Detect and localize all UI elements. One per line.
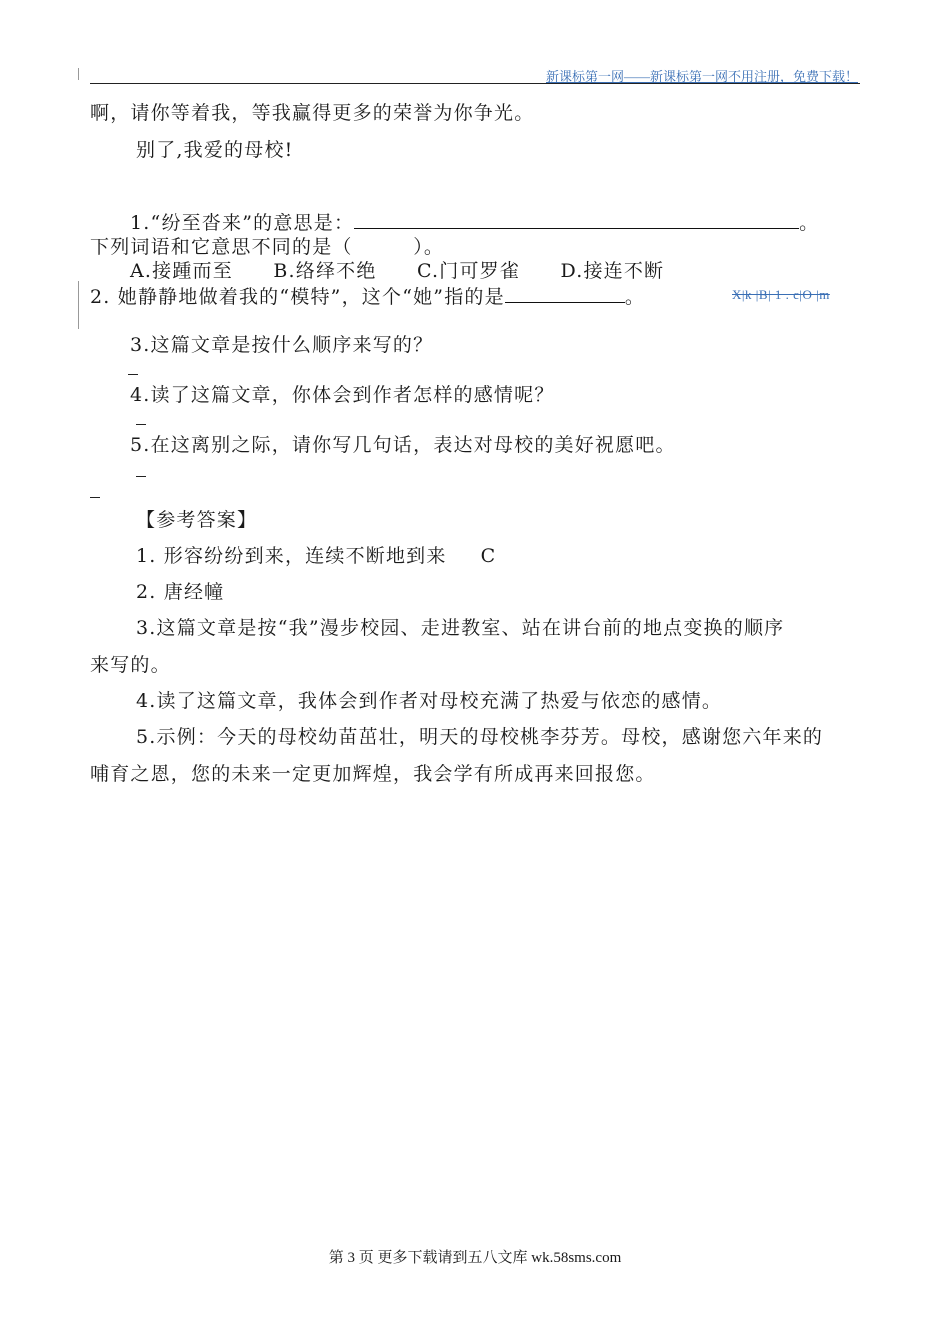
question-1-subprompt: 下列词语和它意思不同的是（ ）。 xyxy=(90,236,445,258)
header-link[interactable]: 新课标第一网——新课标第一网不用注册，免费下载！ xyxy=(545,69,858,84)
answer-3-line-1: 3.这篇文章是按“我”漫步校园、走进教室、站在讲台前的地点变换的顺序 xyxy=(136,617,785,639)
question-1-end: 。 xyxy=(799,212,820,234)
answer-1-text: 1. 形容纷纷到来，连续不断地到来 xyxy=(136,545,447,567)
answer-1 xyxy=(136,541,496,568)
question-2-answer-blank[interactable] xyxy=(505,302,625,303)
answer-5-line-2: 哺育之恩，您的未来一定更加辉煌，我会学有所成再来回报您。 xyxy=(90,763,656,785)
page-footer: 第 3 页 更多下载请到五八文库 wk.58sms.com xyxy=(328,1250,622,1266)
question-2 xyxy=(90,282,645,309)
answer-line-3[interactable] xyxy=(128,374,138,375)
answer-2: 2. 唐经幢 xyxy=(136,581,225,603)
answer-4: 4.读了这篇文章，我体会到作者对母校充满了热爱与依恋的感情。 xyxy=(136,690,723,712)
answer-5-line-1: 5.示例：今天的母校幼苗茁壮，明天的母校桃李芬芳。母校，感谢您六年来的 xyxy=(136,726,824,748)
question-1 xyxy=(130,208,819,235)
question-1-prompt: 1.“纷至沓来”的意思是： xyxy=(130,212,355,234)
question-3: 3.这篇文章是按什么顺序来写的？ xyxy=(130,334,434,356)
passage-line-2: 别了,我爱的母校! xyxy=(136,139,294,161)
question-1-options: A.接踵而至 B.络绎不绝 C.门可罗雀 D.接连不断 xyxy=(130,260,665,282)
answer-line-4[interactable] xyxy=(136,424,146,425)
passage-line-1: 啊，请你等着我，等我赢得更多的荣誉为你争光。 xyxy=(90,102,535,124)
answer-line-5a[interactable] xyxy=(136,476,146,477)
margin-mark-top xyxy=(78,68,79,80)
answer-line-5b[interactable] xyxy=(90,497,100,498)
answers-heading: 【参考答案】 xyxy=(136,509,258,531)
answer-1-choice: C xyxy=(480,545,497,567)
watermark-text: X|k |B| 1 . c|O |m xyxy=(732,287,830,302)
answer-3-line-2: 来写的。 xyxy=(90,654,171,676)
margin-mark-left xyxy=(78,281,79,329)
header-rule xyxy=(90,83,860,84)
question-5: 5.在这离别之际，请你写几句话，表达对母校的美好祝愿吧。 xyxy=(130,434,676,456)
question-1-answer-blank[interactable] xyxy=(354,228,799,229)
question-4: 4.读了这篇文章，你体会到作者怎样的感情呢？ xyxy=(130,384,555,406)
question-2-end: 。 xyxy=(624,286,646,308)
question-2-prompt: 2. 她静静地做着我的“模特”，这个“她”指的是 xyxy=(90,286,505,308)
